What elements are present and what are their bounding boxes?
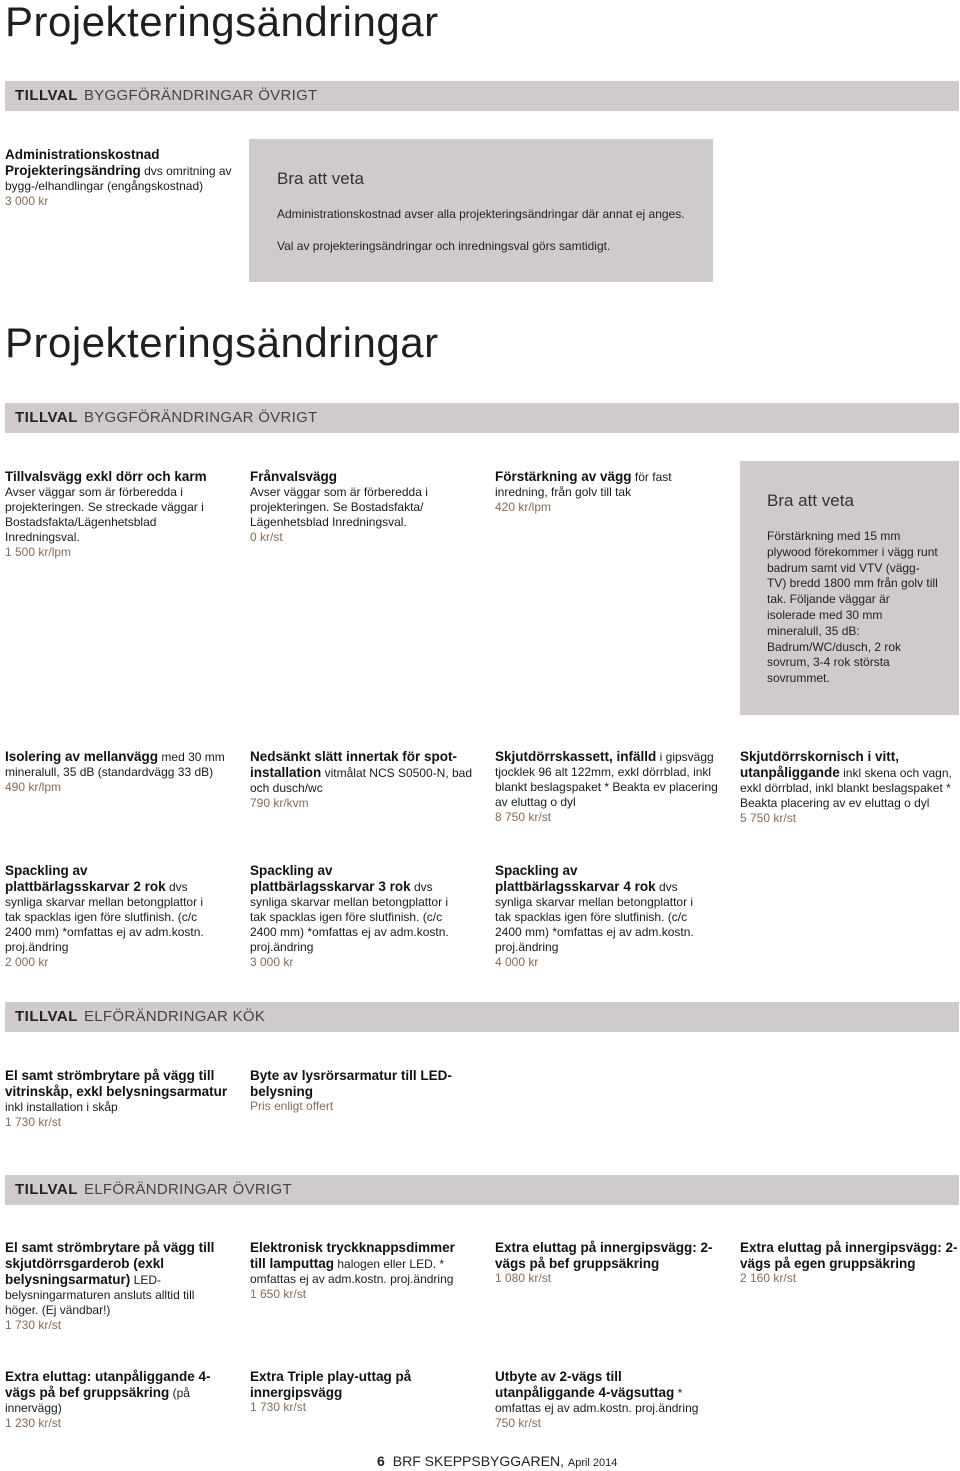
band-label: BYGGFÖRÄNDRINGAR ÖVRIGT (83, 409, 318, 426)
info-text: Val av projekteringsändringar och inredningsval görs samtidigt. (277, 239, 611, 253)
item-price: 1 500 kr/lpm (5, 545, 72, 559)
section-band (5, 1002, 959, 1032)
band-label-bold: TILLVAL (15, 1008, 78, 1025)
item-title: Spackling av plattbärlagsskarvar 3 rok (250, 863, 411, 894)
item-price: 2 000 kr (5, 955, 49, 969)
item-price: 2 160 kr/st (740, 1271, 797, 1285)
item-price: 1 080 kr/st (495, 1271, 552, 1285)
item-title: Extra eluttag: utanpåliggande 4-vägs på bef gruppsäkring (5, 1369, 211, 1400)
info-text: Förstärkning med 15 mm plywood förekommer i vägg runt badrum samt vid VTV (vägg-TV) bredd 1800 mm från golv till tak. Följande väggar är isolerade med 30 mm mineralull, 35 dB: Badrum/WC/dusch, 2 rok sovrum, 3-4 rok största sovrummet. (767, 529, 938, 686)
item-price: 1 650 kr/st (250, 1287, 307, 1301)
item-title: Extra eluttag på innergipsvägg: 2-vägs på bef gruppsäkring (495, 1240, 713, 1271)
item-price: 1 730 kr/st (5, 1318, 62, 1332)
footer-date: April 2014 (567, 1457, 618, 1469)
list-item (5, 1369, 227, 1431)
item-price: 750 kr/st (495, 1416, 542, 1430)
item-desc: dvs omritning av bygg-/elhandlingar (engångskostnad) (5, 163, 232, 193)
item-title: Skjutdörrskassett, infälld (495, 749, 657, 764)
item-price: 3 000 kr (5, 193, 49, 208)
list-item (740, 749, 958, 826)
footer-name: BRF SKEPPSBYGGAREN, (392, 1453, 564, 1469)
item-title: Projekteringsändring (5, 162, 141, 178)
page-number: 6 (377, 1453, 385, 1469)
admin-item (5, 147, 240, 209)
list-item (250, 1369, 465, 1415)
item-title: Förstärkning av vägg (495, 469, 632, 484)
band-label: BYGGFÖRÄNDRINGAR ÖVRIGT (83, 87, 318, 104)
item-desc: dvs synliga skarvar mellan betongplattor i tak spacklas igen före slutfinish. (c/c 2400 mm) *omfattas ej av adm.kostn. proj.ändring (5, 880, 204, 954)
item-desc: dvs synliga skarvar mellan betongplattor i tak spacklas igen före slutfinish. (c/c 2400 mm) *omfattas ej av adm.kostn. proj.ändring (250, 880, 449, 954)
item-title: Extra Triple play-uttag på innergipsvägg (250, 1369, 412, 1400)
item-desc: dvs synliga skarvar mellan betongplattor i tak spacklas igen före slutfinish. (c/c 2400 mm) *omfattas ej av adm.kostn. proj.ändring (495, 880, 694, 954)
list-item (5, 469, 225, 560)
list-item (250, 1240, 465, 1302)
item-desc: * omfattas ej av adm.kostn. proj.ändring (495, 1386, 699, 1415)
item-title: Elektronisk tryckknappsdimmer till lamputtag (250, 1240, 455, 1271)
list-item (250, 749, 475, 811)
item-price: 1 230 kr/st (5, 1416, 62, 1430)
item-desc: (på innervägg) (5, 1386, 190, 1415)
list-item (5, 1240, 227, 1333)
item-desc: LED-belysningarmaturen ansluts alltid till höger. (Ej vändbar!) (5, 1273, 195, 1317)
item-price: 8 750 kr/st (495, 810, 552, 824)
info-box (740, 461, 959, 715)
item-desc: inkl installation i skåp (5, 1100, 118, 1114)
page-footer (377, 1453, 617, 1469)
item-title: Isolering av mellanvägg (5, 749, 159, 764)
item-price: 490 kr/lpm (5, 780, 62, 794)
item-desc: inkl skena och vagn, exkl dörrblad, inkl blankt beslagspaket * Beakta placering av ev eluttag o dyl (740, 766, 952, 810)
item-price: 5 750 kr/st (740, 811, 797, 825)
list-item (495, 469, 715, 515)
list-item (495, 1369, 720, 1431)
item-desc: i gipsvägg tjocklek 96 alt 122mm, exkl dörrblad, inkl blankt beslagspaket * Beakta ev placering av eluttag o dyl (495, 750, 718, 809)
list-item (5, 1068, 230, 1130)
section-band (5, 81, 959, 111)
band-label-bold: TILLVAL (15, 87, 78, 104)
item-title: Byte av lysrörsarmatur till LED-belysning (250, 1068, 452, 1099)
band-label-bold: TILLVAL (15, 409, 78, 426)
item-price: 1 730 kr/st (250, 1400, 307, 1414)
item-title: Spackling av plattbärlagsskarvar 4 rok (495, 863, 656, 894)
item-title: Administrationskostnad (5, 147, 160, 162)
band-label: ELFÖRÄNDRINGAR ÖVRIGT (83, 1181, 292, 1198)
page-title: Projekteringsändringar (5, 0, 439, 45)
list-item (250, 863, 460, 970)
item-price: 1 730 kr/st (5, 1115, 62, 1129)
item-desc: Avser väggar som är förberedda i projekteringen. Se Bostadsfakta/ Lägenhetsblad Inredningsval. (250, 484, 428, 529)
item-title: Extra eluttag på innergipsvägg: 2-vägs på egen gruppsäkring (740, 1240, 958, 1271)
item-desc: med 30 mm mineralull, 35 dB (standardvägg 33 dB) (5, 750, 225, 779)
list-item (250, 469, 470, 545)
item-title: El samt strömbrytare på vägg till skjutdörrsgarderob (exkl belysningsarmatur) (5, 1240, 215, 1287)
item-price: 3 000 kr (250, 955, 294, 969)
item-price: 790 kr/kvm (250, 796, 309, 810)
section-title: Projekteringsändringar (5, 319, 439, 366)
info-title: Bra att veta (277, 169, 364, 188)
info-text: Administrationskostnad avser alla projekteringsändringar där annat ej anges. (277, 207, 685, 221)
item-title: Nedsänkt slätt innertak för spot-installation (250, 749, 458, 780)
list-item (250, 1068, 475, 1114)
section-band (5, 1175, 959, 1205)
item-desc: vitmålat NCS S0500-N, bad och dusch/wc (250, 766, 473, 795)
item-title: Tillvalsvägg exkl dörr och karm (5, 469, 207, 484)
list-item (740, 1240, 958, 1286)
item-price: Pris enligt offert (250, 1099, 334, 1113)
item-desc: Avser väggar som är förberedda i projekteringen. Se streckade väggar i Bostadsfakta/Lägenhetsblad Inredningsval. (5, 485, 204, 544)
list-item (5, 749, 230, 795)
item-title: Spackling av plattbärlagsskarvar 2 rok (5, 863, 166, 894)
list-item (495, 863, 705, 970)
item-price: 420 kr/lpm (495, 500, 552, 514)
list-item (5, 863, 215, 970)
band-label-bold: TILLVAL (15, 1181, 78, 1198)
item-title: El samt strömbrytare på vägg till vitrinskåp, exkl belysningsarmatur (5, 1068, 228, 1099)
item-title: Frånvalsvägg (250, 469, 338, 484)
info-box (249, 139, 713, 282)
item-title: Skjutdörrskornisch i vitt, utanpåliggande (740, 749, 900, 780)
item-price: 0 kr/st (250, 529, 283, 544)
list-item (495, 1240, 717, 1286)
item-desc: halogen eller LED. * omfattas ej av adm.kostn. proj.ändring (250, 1257, 454, 1286)
list-item (495, 749, 720, 825)
band-label: ELFÖRÄNDRINGAR KÖK (83, 1008, 266, 1025)
item-price: 4 000 kr (495, 955, 539, 969)
item-desc: för fast inredning, från golv till tak (495, 470, 672, 499)
item-title: Utbyte av 2-vägs till utanpåliggande 4-vägsuttag (495, 1369, 675, 1400)
info-title: Bra att veta (767, 491, 854, 510)
section-band (5, 403, 959, 433)
